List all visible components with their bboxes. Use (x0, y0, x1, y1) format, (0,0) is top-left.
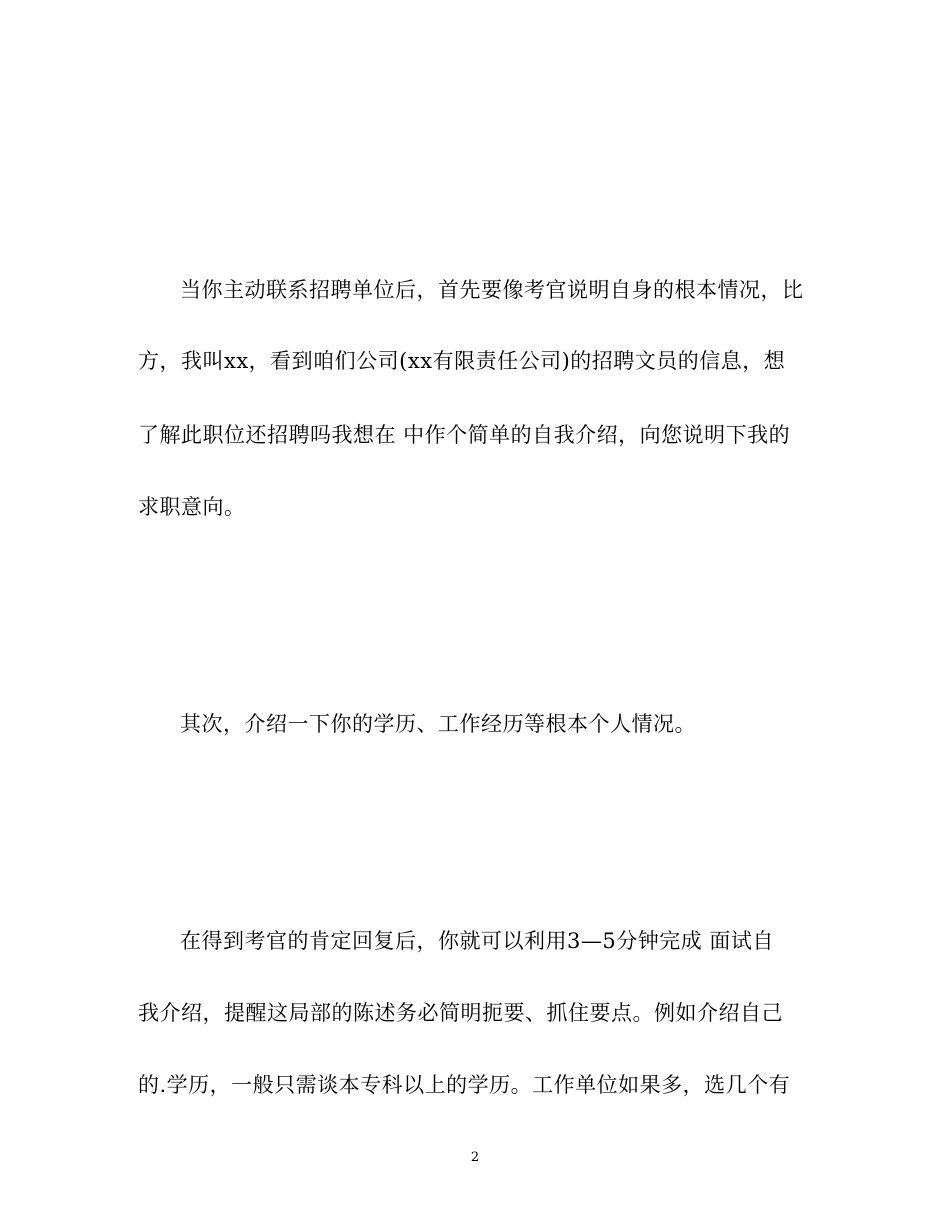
page-number: 2 (470, 1150, 480, 1165)
paragraph-line: 求职意向。 (138, 495, 246, 519)
paragraph-line: 方，我叫xx，看到咱们公司(xx有限责任公司)的招聘文员的信息，想 (138, 349, 786, 373)
paragraph-line: 的.学历，一般只需谈本专科以上的学历。工作单位如果多，选几个有 (138, 1073, 791, 1097)
paragraph-line: 其次，介绍一下你的学历、工作经历等根本个人情况。 (180, 712, 696, 736)
paragraph-line: 在得到考官的肯定回复后，你就可以利用3—5分钟完成 面试自 (180, 929, 774, 953)
paragraph-line: 我介绍，提醒这局部的陈述务必简明扼要、抓住要点。例如介绍自己 (138, 1001, 783, 1025)
paragraph-line: 了解此职位还招聘吗我想在 中作个简单的自我介绍，向您说明下我的 (138, 423, 791, 447)
paragraph-line: 当你主动联系招聘单位后，首先要像考官说明自身的根本情况，比 (180, 278, 804, 302)
